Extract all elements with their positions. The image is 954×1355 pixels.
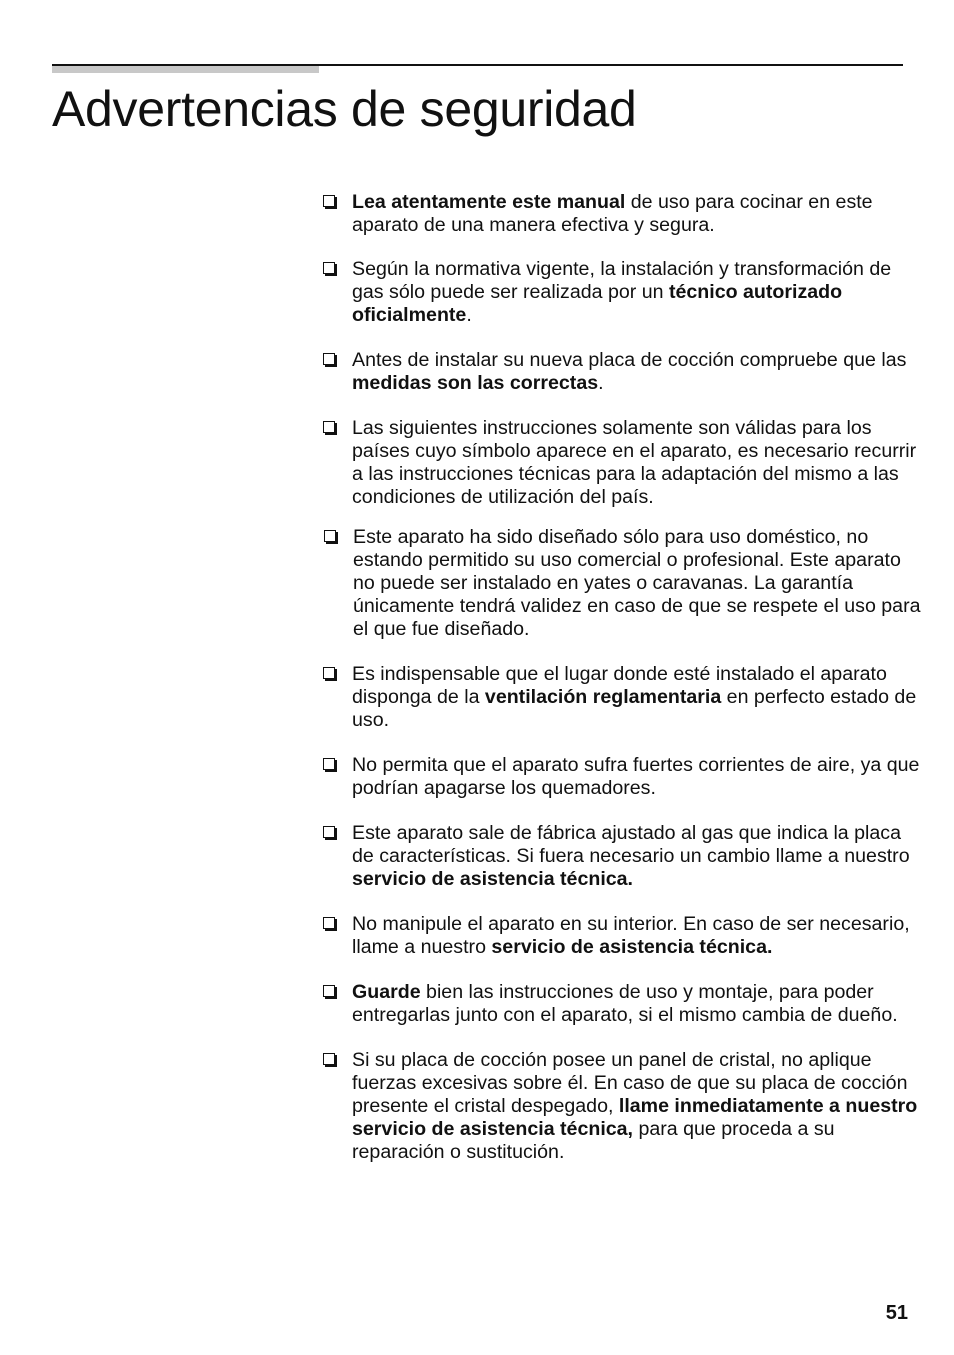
safety-item	[322, 981, 922, 1027]
safety-item	[322, 1049, 922, 1164]
item-text: .	[598, 372, 604, 394]
checkbox-bullet-icon	[323, 421, 335, 433]
page-title: Advertencias de seguridad	[52, 81, 637, 137]
header-accent-bar	[52, 65, 319, 73]
emphasis-text: servicio de asistencia técnica.	[352, 868, 633, 890]
safety-item	[322, 663, 922, 732]
item-text: .	[466, 304, 472, 326]
checkbox-bullet-icon	[323, 985, 335, 997]
item-text: Es indispensable que el lugar donde esté instalado el aparato disponga de la	[352, 663, 887, 708]
safety-item	[323, 526, 922, 641]
item-text: de uso para cocinar en este aparato de una manera efectiva y segura.	[352, 191, 873, 236]
emphasis-text: llame inmediatamente a nuestro servicio de asistencia técnica,	[352, 1095, 918, 1140]
safety-warnings-list	[322, 191, 922, 1164]
item-text: No permita que el aparato sufra fuertes corrientes de aire, ya que podrían apagarse los quemadores.	[352, 754, 920, 799]
item-text: en perfecto estado de uso.	[352, 686, 917, 731]
item-text: No manipule el aparato en su interior. En caso de ser necesario, llame a nuestro	[352, 913, 910, 958]
item-text: Las siguientes instrucciones solamente son válidas para los países cuyo símbolo aparece en el aparato, es necesario recurrir a las instrucciones técnicas para la adaptación del mismo a las condiciones de utilización del país.	[352, 417, 917, 508]
safety-item	[322, 754, 922, 800]
emphasis-text: técnico autorizado oficialmente	[352, 281, 843, 326]
item-text: para que proceda a su reparación o sustitución.	[352, 1118, 835, 1163]
safety-item	[322, 349, 922, 395]
item-text: bien las instrucciones de uso y montaje, para poder entregarlas junto con el aparato, si el mismo cambia de dueño.	[352, 981, 898, 1026]
checkbox-bullet-icon	[323, 826, 335, 838]
checkbox-bullet-icon	[323, 1053, 335, 1065]
header-rule	[52, 64, 903, 66]
item-text: Este aparato sale de fábrica ajustado al gas que indica la placa de características. Si fuera necesario un cambio llame a nuestro	[352, 822, 910, 867]
emphasis-text: ventilación reglamentaria	[484, 686, 722, 708]
checkbox-bullet-icon	[323, 758, 335, 770]
emphasis-text: Guarde	[352, 981, 421, 1003]
safety-item	[322, 822, 922, 891]
page-number: 51	[885, 1302, 908, 1324]
checkbox-bullet-icon	[323, 195, 335, 207]
safety-item	[322, 913, 922, 959]
emphasis-text: Lea atentamente este manual	[352, 191, 626, 213]
item-text: Si su placa de cocción posee un panel de cristal, no aplique fuerzas excesivas sobre él. En caso de que su placa de cocción presente el cristal despegado,	[352, 1049, 908, 1117]
checkbox-bullet-icon	[323, 353, 335, 365]
safety-item	[322, 258, 922, 327]
checkbox-bullet-icon	[323, 262, 335, 274]
checkbox-bullet-icon	[323, 667, 335, 679]
item-text: Según la normativa vigente, la instalación y transformación de gas sólo puede ser realizada por un	[352, 258, 892, 303]
item-text: Este aparato ha sido diseñado sólo para uso doméstico, no estando permitido su uso comercial o profesional. Este aparato no puede ser instalado en yates o caravanas. La garantía únicamente tendrá validez en caso de que se respete el uso para el que fue diseñado.	[353, 526, 921, 640]
item-text: Antes de instalar su nueva placa de cocción compruebe que las	[352, 349, 907, 371]
checkbox-bullet-icon	[323, 917, 335, 929]
emphasis-text: medidas son las correctas	[352, 372, 599, 394]
safety-item	[322, 191, 922, 237]
emphasis-text: servicio de asistencia técnica.	[491, 936, 773, 958]
safety-item	[322, 417, 922, 509]
checkbox-bullet-icon	[324, 530, 336, 542]
